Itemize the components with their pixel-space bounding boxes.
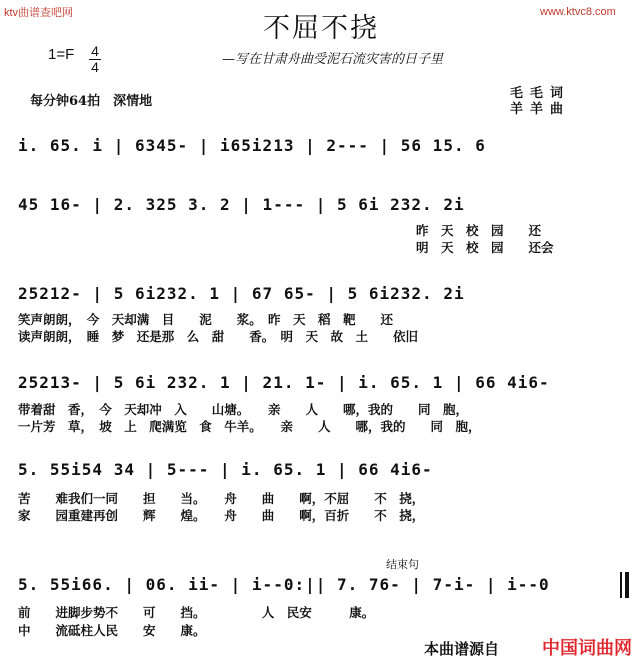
score-line-2-lyric-1: 昨 天 校 园 还 [416, 223, 542, 238]
score-line-6-lyric-2: 中 流砥柱人民 安 康。 [18, 623, 206, 638]
song-title: 不屈不挠 [263, 13, 379, 44]
score-line-6-lyric-1: 前 进脚步势不 可 挡。 人 民安 康。 [18, 605, 375, 620]
score-line-5-lyric-1: 苦 难我们一同 担 当。 舟 曲 啊，不屈 不 挠， [18, 491, 425, 506]
score-line-5-lyric-2: 家 园重建再创 辉 煌。 舟 曲 啊，百折 不 挠， [18, 508, 425, 523]
score-line-3-notes: 25212- | 5 6i232. 1 | 67 65- | 5 6i232. 2i [18, 284, 465, 303]
time-signature [88, 44, 102, 75]
score-line-1-notes: i. 65. i | 6345- | i65i213 | 2--- | 56 15. 6 [18, 136, 486, 155]
score-line-2-lyric-2: 明 天 校 园 还会 [416, 240, 554, 255]
final-barline-thick [625, 572, 629, 598]
time-signature-bottom: 4 [91, 59, 99, 75]
time-signature-top: 4 [91, 43, 99, 59]
score-line-4-notes: 25213- | 5 6i 232. 1 | 21. 1- | i. 65. 1 | 66 4i6- [18, 373, 550, 392]
score-line-3-lyric-2: 读声朗朗， 睡 梦 还是那 么 甜 香。 明 天 故 土 依旧 [18, 329, 419, 344]
score-line-4-lyric-1: 带着甜 香， 今 天却冲 入 山塘。 亲 人 哪，我的 同 胞， [18, 402, 469, 417]
score-line-5-notes: 5. 55i54 34 | 5--- | i. 65. 1 | 66 4i6- [18, 460, 433, 479]
key-signature: 1=F [48, 46, 75, 63]
composer-credit: 羊羊曲 [510, 102, 571, 117]
watermark-right: www.ktvc8.com [540, 6, 616, 18]
score-line-4-lyric-2: 一片芳 草， 坡 上 爬满览 食 牛羊。 亲 人 哪，我的 同 胞， [18, 419, 481, 434]
site-logo-text[interactable]: 中国词曲网 [542, 638, 632, 658]
subtitle: —写在甘肃舟曲受泥石流灾害的日子里 [222, 52, 444, 67]
lyricist-credit: 毛毛词 [510, 86, 571, 101]
score-line-3-lyric-1: 笑声朗朗， 今 天却满 目 泥 浆。 昨 天 稻 靶 还 [18, 312, 394, 327]
final-barline-thin [620, 572, 622, 598]
source-label: 本曲谱源自 [424, 641, 500, 658]
coda-label: 结束句 [386, 559, 419, 571]
watermark-left: ktv曲谱查吧网 [4, 7, 74, 19]
tempo-marking: 每分钟64拍 深情地 [30, 94, 153, 109]
score-line-6-notes: 5. 55i66. | 06. ii- | i--0:|| 7. 76- | 7-i- | i--0 [18, 575, 550, 594]
score-line-2-notes: 45 16- | 2. 325 3. 2 | 1--- | 5 6i 232. 2i [18, 195, 465, 214]
